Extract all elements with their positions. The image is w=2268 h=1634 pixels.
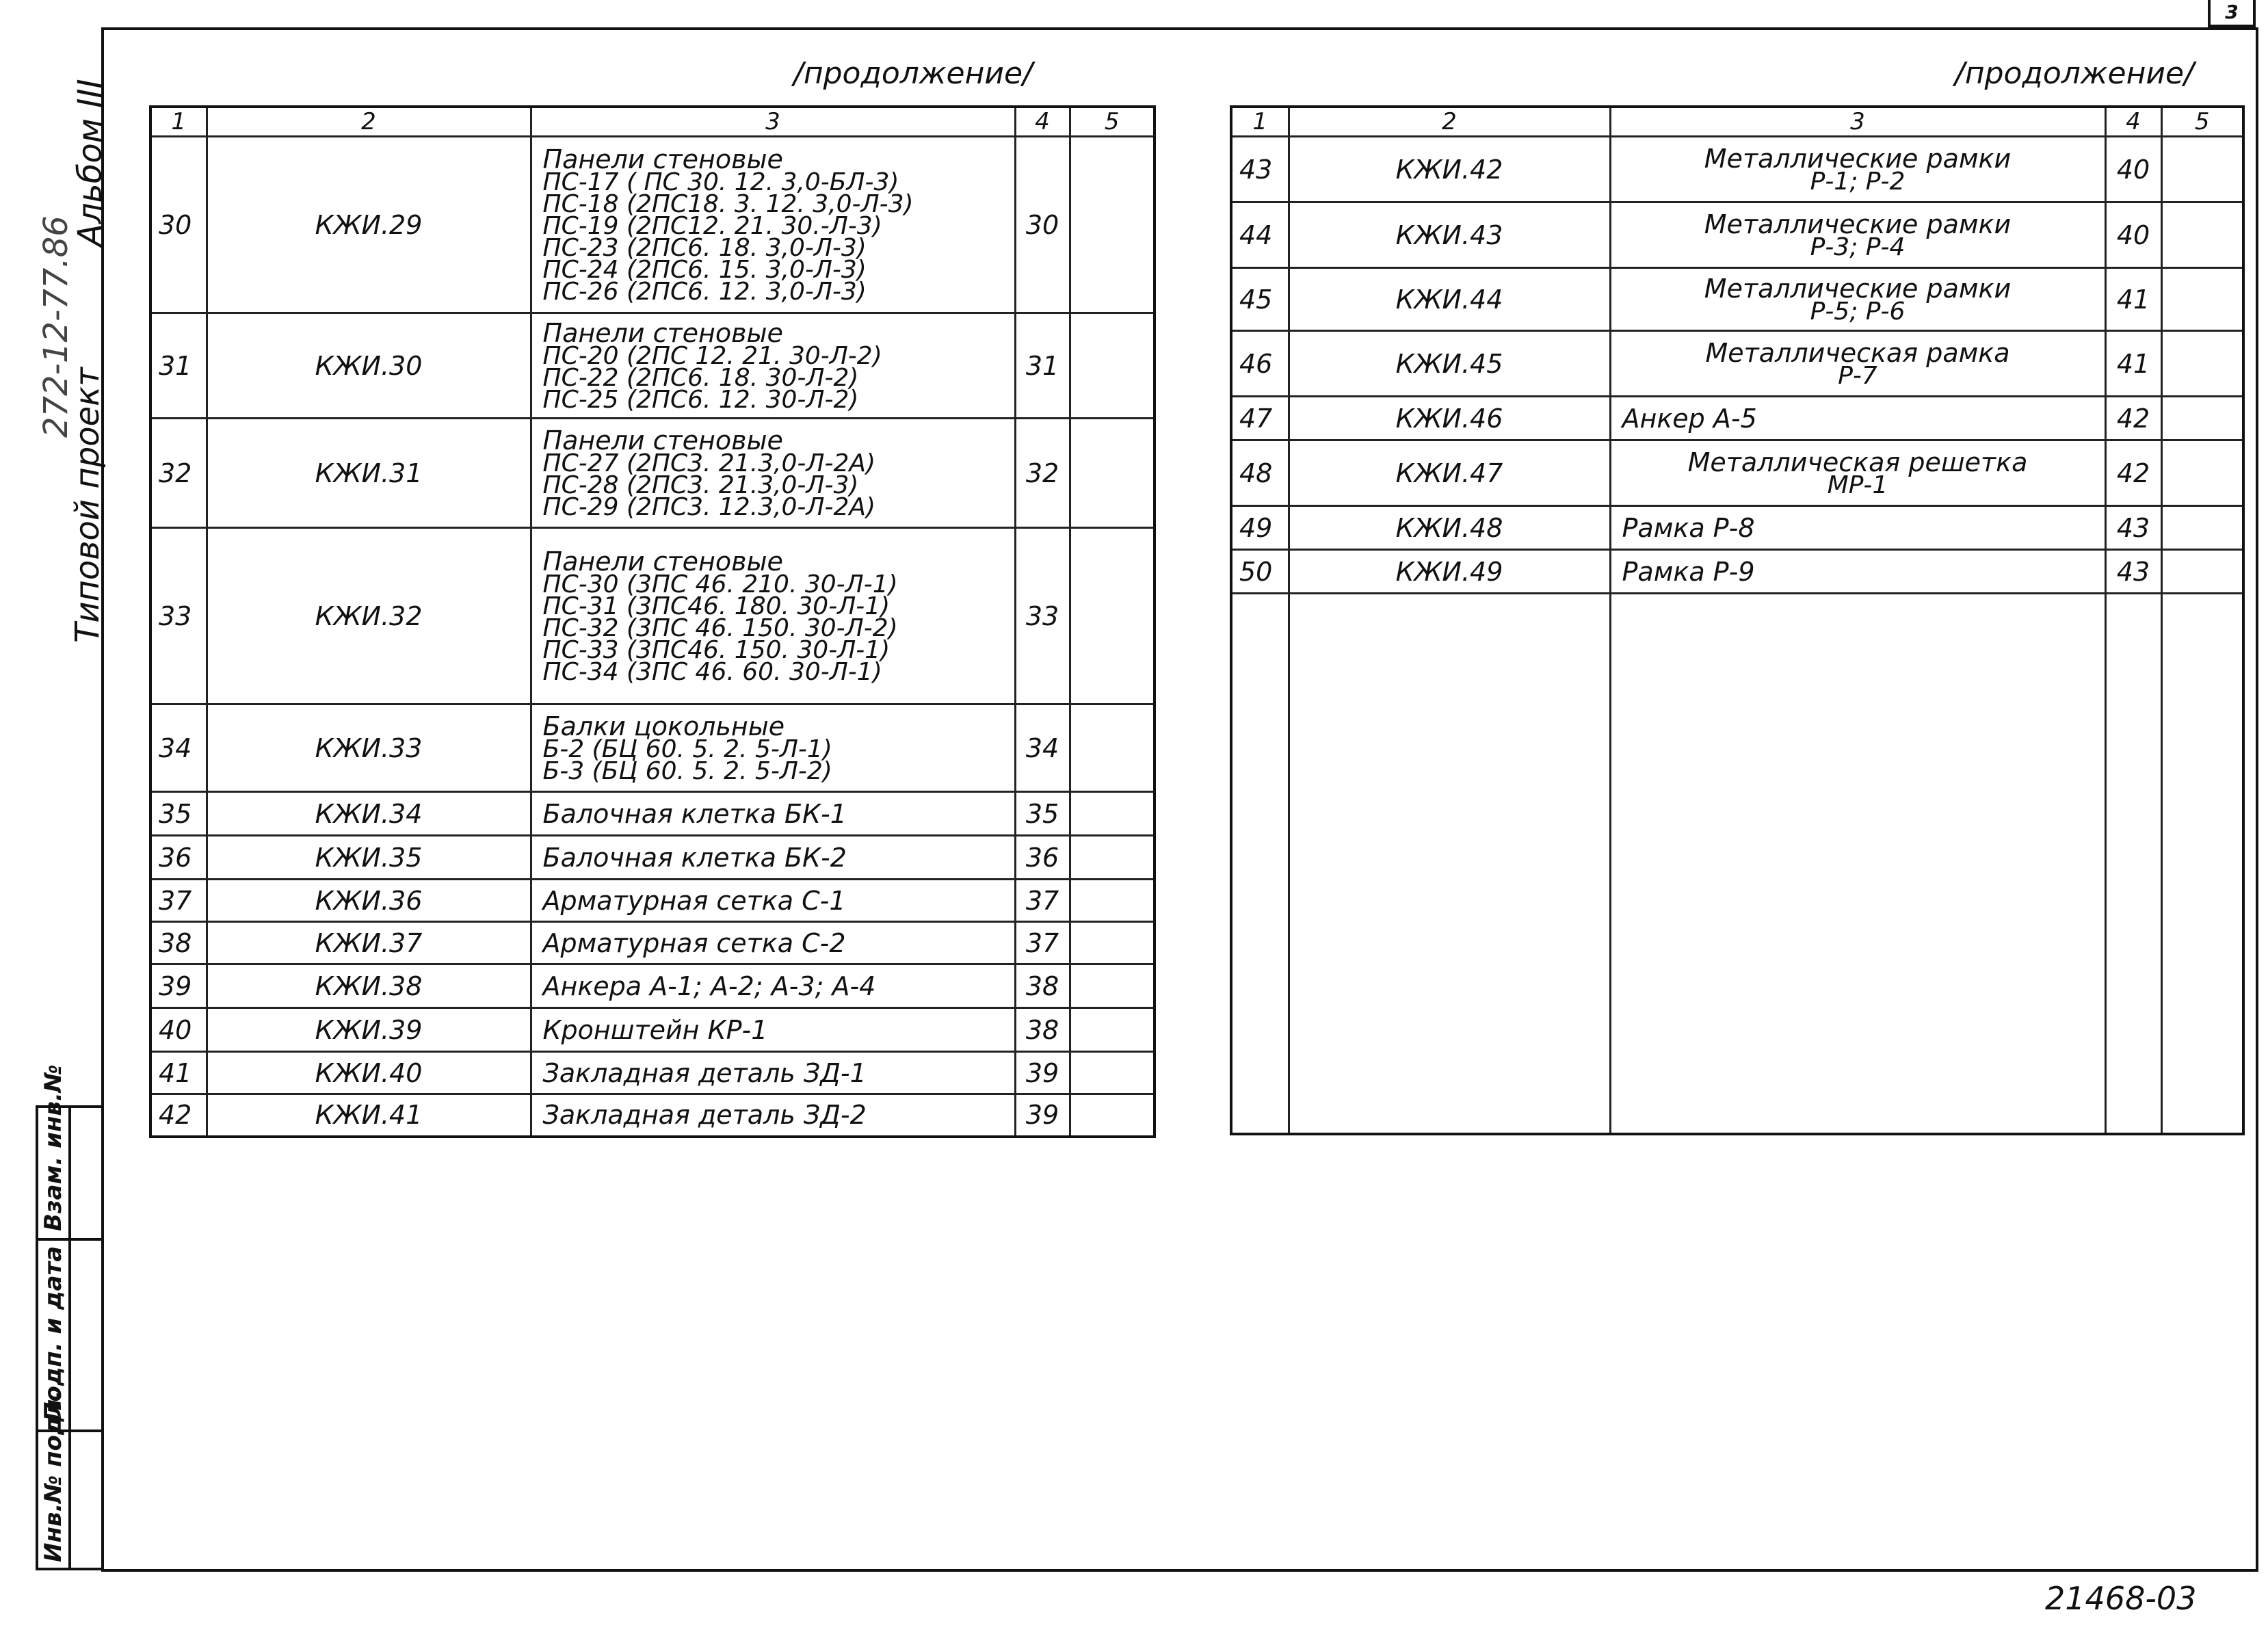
document-code: КЖИ.39 [207,1008,531,1052]
table-header-row [150,107,1155,137]
sheet-reference: 40 [2105,137,2161,202]
description-line: ПС-30 (3ПС 46. 210. 30-Л-1) [542,570,898,598]
empty-cell [1070,880,1155,922]
row-number: 40 [150,1008,207,1052]
description-line: Панели стеновые [542,425,783,456]
document-code: КЖИ.43 [1289,202,1610,268]
description-line: Рамка Р-8 [1622,512,1755,543]
row-number: 34 [150,704,207,792]
table-row [150,1052,1155,1094]
right-spec-table [1230,105,2245,1135]
empty-cell [1070,792,1155,836]
description-line: Б-3 (БЦ 60. 5. 2. 5-Л-2) [542,756,832,785]
sheet-reference: 39 [1015,1052,1070,1094]
document-code: КЖИ.34 [207,792,531,836]
description [531,419,1015,528]
empty-cell [1070,419,1155,528]
sheet-reference: 38 [1015,964,1070,1008]
row-number: 41 [150,1052,207,1094]
description-line: Панели стеновые [542,546,783,577]
description-line: Р-1; Р-2 [1810,167,1906,196]
column-header: 5 [1070,107,1155,137]
description [1610,397,2105,440]
description-line: Анкер А-5 [1622,403,1757,434]
sheet-reference: 42 [2105,397,2161,440]
empty-cell [2161,440,2243,506]
description-line: ПС-22 (2ПС6. 18. 30-Л-2) [542,363,859,392]
sheet-reference: 31 [1015,313,1070,419]
column-header: 5 [2161,107,2243,137]
sheet-reference: 36 [1015,836,1070,880]
description [531,922,1015,964]
row-number: 44 [1231,202,1289,268]
document-code: КЖИ.40 [207,1052,531,1094]
empty-cell [1610,594,2105,1134]
description-line: МР-1 [1827,471,1888,499]
description-line: ПС-32 (3ПС 46. 150. 30-Л-2) [542,614,898,642]
table-row [1231,268,2243,331]
album-label: Альбом III [71,79,109,246]
description-line: Металлическая решетка [1687,447,2028,477]
column-header: 2 [207,107,531,137]
document-code: КЖИ.48 [1289,506,1610,550]
description [531,964,1015,1008]
description [1610,331,2105,397]
column-header: 4 [2105,107,2161,137]
sheet-reference: 43 [2105,506,2161,550]
description-line: ПС-29 (2ПС3. 12.3,0-Л-2А) [542,492,876,521]
description-line: ПС-34 (3ПС 46. 60. 30-Л-1) [542,657,882,686]
description-line: ПС-26 (2ПС6. 12. 3,0-Л-3) [542,277,867,306]
row-number: 48 [1231,440,1289,506]
sheet-reference: 40 [2105,202,2161,268]
description-line: ПС-27 (2ПС3. 21.3,0-Л-2А) [542,449,876,477]
empty-cell [2161,594,2243,1134]
table-row [150,1008,1155,1052]
row-number: 42 [150,1094,207,1137]
description [531,137,1015,313]
empty-cell [1070,313,1155,419]
empty-cell [2161,268,2243,331]
description-line: Балки цокольные [542,711,785,741]
row-number: 32 [150,419,207,528]
row-number: 45 [1231,268,1289,331]
description-line: Арматурная сетка С-2 [542,927,846,958]
description [1610,550,2105,594]
stamp-field-inv: Инв.№ подл. [40,1390,67,1562]
description [1610,440,2105,506]
description [531,704,1015,792]
table-row [150,964,1155,1008]
sheet-reference: 41 [2105,268,2161,331]
table-row [150,880,1155,922]
sheet-reference: 43 [2105,550,2161,594]
description-line: ПС-33 (3ПС46. 150. 30-Л-1) [542,635,891,664]
sheet-reference: 41 [2105,331,2161,397]
row-number: 39 [150,964,207,1008]
empty-cell [1070,836,1155,880]
table-row [150,137,1155,313]
description-line: ПС-28 (2ПС3. 21.3,0-Л-3) [542,471,859,499]
table-row [150,528,1155,704]
description-line: ПС-17 ( ПС 30. 12. 3,0-БЛ-3) [542,168,899,196]
description-line: Панели стеновые [542,144,783,174]
sheet-reference: 39 [1015,1094,1070,1137]
empty-cell [1070,964,1155,1008]
row-number: 49 [1231,506,1289,550]
table-header-row [1231,107,2243,137]
project-code: 272-12-77.86 [37,215,75,438]
row-number: 36 [150,836,207,880]
description [531,1008,1015,1052]
description-line: Закладная деталь ЗД-2 [542,1100,867,1131]
column-header: 4 [1015,107,1070,137]
row-number: 31 [150,313,207,419]
description [1610,268,2105,331]
row-number: 30 [150,137,207,313]
drawing-code: 21468-03 [2045,1580,2197,1617]
description-line: ПС-19 (2ПС12. 21. 30.-Л-3) [542,211,882,240]
table-row [150,1094,1155,1137]
sheet-reference: 37 [1015,880,1070,922]
row-number: 35 [150,792,207,836]
description-line: Металлические рамки [1704,273,2012,304]
description-line: Р-3; Р-4 [1810,233,1906,261]
row-number: 46 [1231,331,1289,397]
empty-cell [1070,922,1155,964]
empty-cell [2161,331,2243,397]
document-code: КЖИ.49 [1289,550,1610,594]
description-line: Балочная клетка БК-2 [542,842,847,873]
sheet-reference: 32 [1015,419,1070,528]
empty-cell [1231,594,1289,1134]
left-continuation-label: /продолжение/ [793,56,1033,91]
table-row [1231,550,2243,594]
empty-cell [2161,506,2243,550]
document-code: КЖИ.33 [207,704,531,792]
description [531,1094,1015,1137]
column-header: 2 [1289,107,1610,137]
stamp-field-replace: Взам. инв.№ [40,1064,67,1231]
row-number: 33 [150,528,207,704]
document-code: КЖИ.45 [1289,331,1610,397]
empty-cell [1070,528,1155,704]
description-line: ПС-20 (2ПС 12. 21. 30-Л-2) [542,341,882,370]
table-row-empty [1231,594,2243,1134]
document-code: КЖИ.44 [1289,268,1610,331]
table-row [1231,440,2243,506]
table-row [150,704,1155,792]
description [531,1052,1015,1094]
empty-cell [1070,1052,1155,1094]
description-line: ПС-31 (3ПС46. 180. 30-Л-1) [542,592,891,620]
document-code: КЖИ.32 [207,528,531,704]
row-number: 37 [150,880,207,922]
description [1610,506,2105,550]
sheet-reference: 35 [1015,792,1070,836]
row-number: 47 [1231,397,1289,440]
table-row [150,922,1155,964]
description-line: Б-2 (БЦ 60. 5. 2. 5-Л-1) [542,735,832,763]
description-line: Балочная клетка БК-1 [542,798,847,829]
description [531,528,1015,704]
frame-right-line [2256,27,2258,1572]
empty-cell [1070,137,1155,313]
table-row [150,419,1155,528]
description-line: Анкера А-1; А-2; А-3; А-4 [542,971,876,1001]
column-header: 1 [1231,107,1289,137]
sheet-reference: 38 [1015,1008,1070,1052]
document-code: КЖИ.29 [207,137,531,313]
stamp-inner-line [68,1105,71,1570]
row-number: 38 [150,922,207,964]
table-row [150,313,1155,419]
document-code: КЖИ.36 [207,880,531,922]
description [531,880,1015,922]
document-code: КЖИ.35 [207,836,531,880]
empty-cell [2161,202,2243,268]
empty-cell [2161,550,2243,594]
stamp-field-sign: Подп. и дата [40,1246,67,1421]
description-line: Р-7 [1838,361,1877,390]
document-code: КЖИ.38 [207,964,531,1008]
description-line: Металлические рамки [1704,209,2012,239]
table-row [150,836,1155,880]
description [531,792,1015,836]
description-line: ПС-18 (2ПС18. 3. 12. 3,0-Л-3) [542,189,914,218]
row-number: 43 [1231,137,1289,202]
description-line: Панели стеновые [542,317,783,348]
document-code: КЖИ.42 [1289,137,1610,202]
document-code: КЖИ.41 [207,1094,531,1137]
sheet-reference: 34 [1015,704,1070,792]
description-line: Арматурная сетка С-1 [542,885,846,916]
description-line: Металлические рамки [1704,143,2012,174]
empty-cell [1070,1094,1155,1137]
project-label: Типовой проект [68,367,107,643]
description-line: Р-5; Р-6 [1810,297,1906,326]
empty-cell [2161,137,2243,202]
document-code: КЖИ.31 [207,419,531,528]
sheet-reference: 33 [1015,528,1070,704]
column-header: 1 [150,107,207,137]
frame-bottom-line [101,1569,2258,1572]
empty-cell [1070,704,1155,792]
left-spec-table [149,105,1156,1138]
description [531,836,1015,880]
description [1610,202,2105,268]
empty-cell [2161,397,2243,440]
table-row [1231,506,2243,550]
description-line: ПС-23 (2ПС6. 18. 3,0-Л-3) [542,233,867,262]
table-row [1231,397,2243,440]
column-header: 3 [531,107,1015,137]
frame-top-line [104,27,2258,30]
description-line: ПС-24 (2ПС6. 15. 3,0-Л-3) [542,255,867,284]
table-row [150,792,1155,836]
description-line: Металлическая рамка [1705,337,2010,368]
sheet-reference: 30 [1015,137,1070,313]
table-row [1231,331,2243,397]
column-header: 3 [1610,107,2105,137]
table-row [1231,137,2243,202]
table-row [1231,202,2243,268]
right-continuation-label: /продолжение/ [1955,56,2194,91]
empty-cell [2105,594,2161,1134]
row-number: 50 [1231,550,1289,594]
description-line: Закладная деталь ЗД-1 [542,1057,867,1088]
sheet-number: 3 [2208,0,2256,27]
empty-cell [1289,594,1610,1134]
description [1610,137,2105,202]
document-code: КЖИ.30 [207,313,531,419]
description [531,313,1015,419]
empty-cell [1070,1008,1155,1052]
sheet-reference: 42 [2105,440,2161,506]
sheet-reference: 37 [1015,922,1070,964]
description-line: Рамка Р-9 [1622,556,1755,587]
document-code: КЖИ.37 [207,922,531,964]
document-code: КЖИ.47 [1289,440,1610,506]
document-code: КЖИ.46 [1289,397,1610,440]
description-line: ПС-25 (2ПС6. 12. 30-Л-2) [542,385,859,414]
description-line: Кронштейн КР-1 [542,1014,768,1045]
